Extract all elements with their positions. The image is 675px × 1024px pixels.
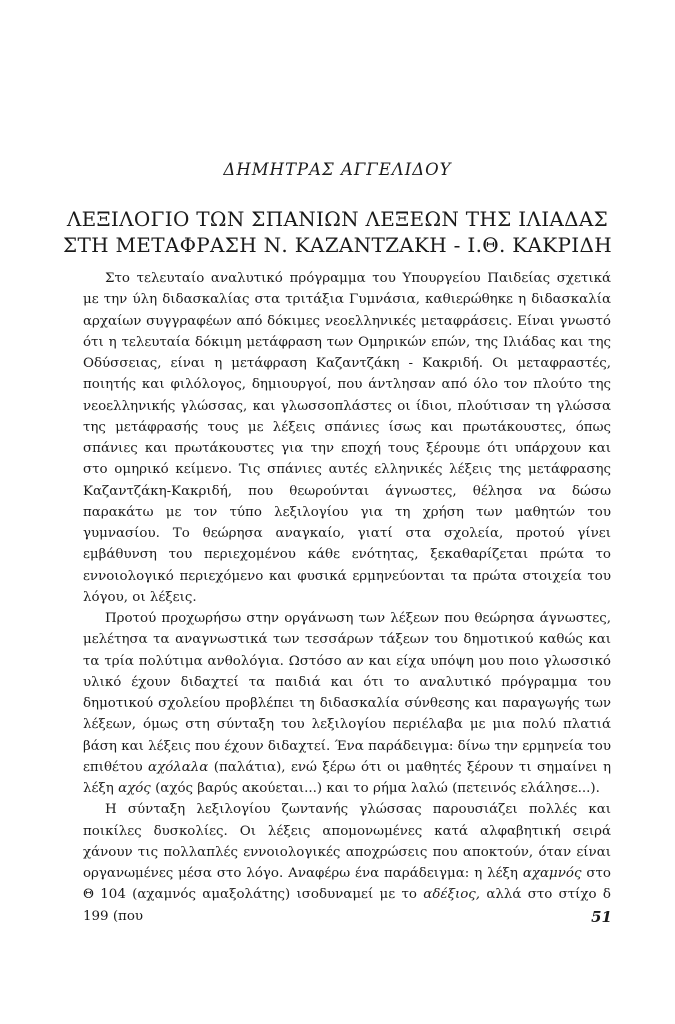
paragraph-2-text-b: (παλάτια), ενώ ξέρω ότι οι μαθητές ξέρουν τι σημαίνει η λέξη [83, 759, 611, 796]
paragraph-2 [83, 608, 611, 799]
article-body [83, 268, 611, 927]
article-title [40, 206, 635, 258]
paragraph-2-text-a: Προτού προχωρήσω στην οργάνωση των λέξεων που θεώρησα άγνωστες, μελέτησα τα αναγνωστικά των τεσσάρων τάξεων του δημοτικού καθώς και τα τρία πολύτιμα ανθολόγια. Ωστόσο αν και είχα υπόψη μου ποιο γλωσσικό υλικό έχουν διδαχτεί τα παιδιά και ότι το αναλυτικό πρόγραμμα του δημοτικού σχολείου προβλέπει τη διδασκαλία σύνθεσης και παραγωγής των λέξεων, όμως στη σύνταξη του λεξιλογίου περιέλαβα με μια πολύ πλατιά βάση και λέξεις που έχουν διδαχτεί. Ένα παράδειγμα: δίνω την ερμηνεία του επιθέτου [83, 611, 611, 775]
paragraph-2-text-c: (αχός βαρύς ακούεται...) και το ρήμα λαλώ (πετεινός ελάλησε...). [155, 781, 600, 796]
paragraph-3-text-c: αλλά στο στίχο δ 199 (που [83, 887, 611, 924]
italic-word-adexios: αδέξιος, [423, 887, 481, 903]
paragraph-1: Στο τελευταίο αναλυτικό πρόγραμμα του Υπουργείου Παιδείας σχετικά με την ύλη διδασκαλίας στα τριτάξια Γυμνάσια, καθιερώθηκε η διδασκαλία αρχαίων συγγραφέων από δόκιμες νεοελληνικές μεταφράσεις. Είναι γνωστό ότι η τελευταία δόκιμη μετάφραση των Ομηρικών επών, της Ιλιάδας και της Οδύσσειας, είναι η μετάφραση Καζαντζάκη - Κακριδή. Οι μεταφραστές, ποιητής και φιλόλογος, δημιουργοί, που άντλησαν από όλο τον πλούτο της νεοελληνικής γλώσσας, και γλωσσοπλάστες οι ίδιοι, πλούτισαν τη γλώσσα της μετάφρασής τους με λέξεις σπάνιες ίσως και πρωτάκουστες, όπως σπάνιες και πρωτάκουστες για την εποχή τους ξέρουμε ότι υπάρχουν και στο ομηρικό κείμενο. Τις σπάνιες αυτές ελληνικές λέξεις της μετάφρασης Καζαντζάκη-Κακριδή, που θεωρούνται άγνωστες, θέλησα να δώσω παρακάτω με τον τύπο λεξιλογίου για τη χρήση των μαθητών του γυμνασίου. Το θεώρησα αναγκαίο, γιατί στα σχολεία, προτού γίνει εμβάθυνση του περιεχομένου κάθε ενότητας, ξεκαθαρίζεται πρώτα το εννοιολογικό περιεχόμενο και φυσικά ερμηνεύονται τα πρώτα στοιχεία του λόγου, οι λέξεις. [83, 271, 611, 605]
italic-word-acholala: αχόλαλα [148, 759, 209, 775]
author-name: ΔΗΜΗΤΡΑΣ ΑΓΓΕΛΙΔΟΥ [223, 160, 452, 179]
page-number: 51 [591, 908, 612, 926]
paragraph-3 [83, 799, 611, 927]
title-line-2: ΣΤΗ ΜΕΤΑΦΡΑΣΗ Ν. ΚΑΖΑΝΤΖΑΚΗ - Ι.Θ. ΚΑΚΡΙΔΗ [63, 233, 612, 257]
italic-word-achos: αχός [118, 781, 151, 796]
paragraph-3-text-a: Η σύνταξη λεξιλογίου ζωντανής γλώσσας παρουσιάζει πολλές και ποικίλες δυσκολίες. Οι λέξεις απομονωμένες κατά αλφαβητική σειρά χάνουν τις πολλαπλές εννοιολογικές αποχρώσεις που αποκτούν, όταν είναι οργανωμένες μέσα στο λόγο. Αναφέρω ένα παράδειγμα: η λέξη [83, 802, 611, 881]
paragraph-3-text-b: στο Θ 104 (αχαμνός αμαξολάτης) ισοδυναμεί με το [83, 866, 611, 903]
italic-word-achamnos: αχαμνός [522, 866, 582, 881]
title-line-1: ΛΕΞΙΛΟΓΙΟ ΤΩΝ ΣΠΑΝΙΩΝ ΛΕΞΕΩΝ ΤΗΣ ΙΛΙΑΔΑΣ [66, 207, 609, 231]
